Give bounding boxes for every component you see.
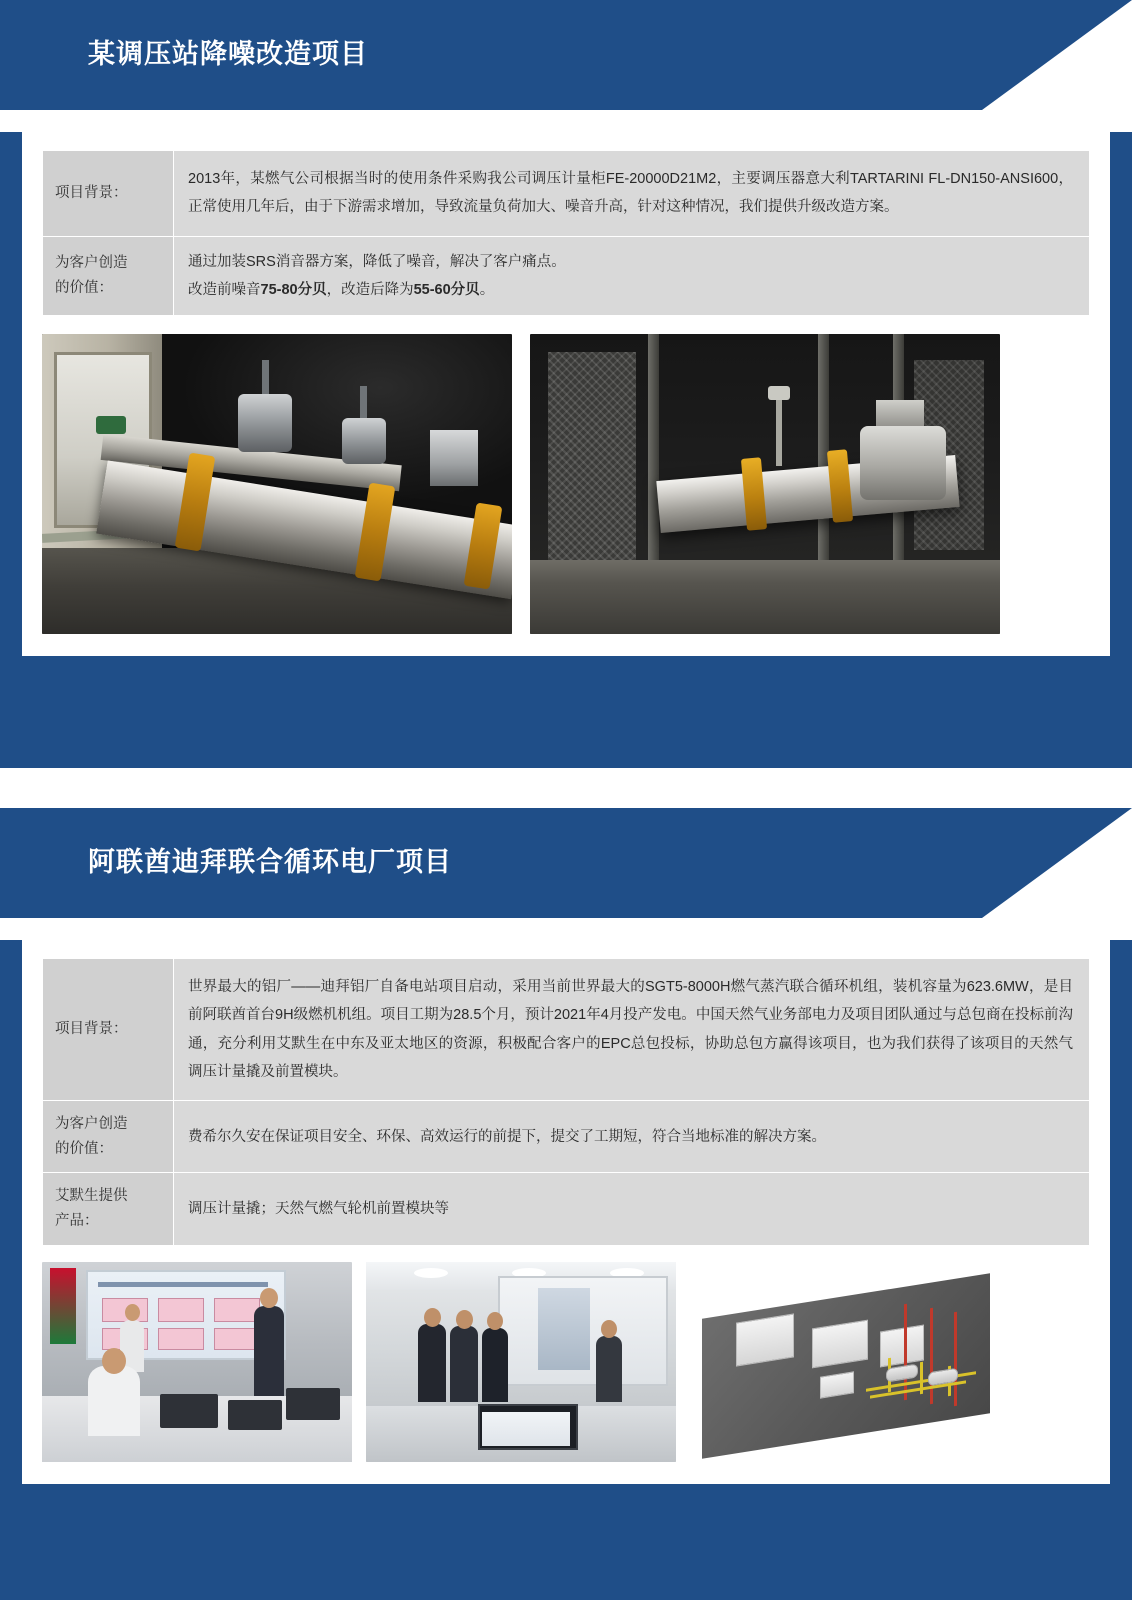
- row-value: 调压计量撬；天然气燃气轮机前置模块等: [174, 1173, 1090, 1245]
- photo-diagram-block: [158, 1298, 204, 1322]
- table-row: [43, 1173, 1090, 1245]
- row-label: 艾默生提供 产品：: [43, 1173, 174, 1245]
- content-card: [22, 132, 1110, 656]
- project-info-table: [42, 958, 1090, 1246]
- photo-actuator: [860, 426, 946, 500]
- photo-green-fixture: [96, 416, 126, 434]
- photo-person-head: [456, 1310, 473, 1329]
- value-highlight-after: 55-60分贝: [413, 281, 480, 298]
- value-text: ，改造后降为: [326, 281, 414, 298]
- model-block: [880, 1324, 924, 1367]
- model-block: [736, 1313, 794, 1366]
- model-base-deck: [702, 1273, 990, 1459]
- project-section-noise-reduction: [0, 0, 1132, 768]
- banner-corner-cut: [982, 0, 1132, 110]
- model-vent-stack: [954, 1311, 957, 1405]
- project-info-table: [42, 150, 1090, 316]
- photo-valve: [342, 418, 386, 464]
- photo-valve-stem: [360, 386, 367, 422]
- photo-person-head: [125, 1304, 140, 1321]
- table-row: [43, 236, 1090, 316]
- table-row: [43, 1101, 1090, 1173]
- content-card: [22, 940, 1110, 1484]
- row-label: 为客户创造 的价值：: [43, 1101, 174, 1173]
- table-row: [43, 959, 1090, 1101]
- photo-row: [42, 1262, 1090, 1462]
- photo-person-standing: [450, 1326, 478, 1402]
- photo-ceiling-light: [414, 1268, 448, 1278]
- photo-person-standing: [418, 1324, 446, 1402]
- photo-person-standing: [482, 1328, 508, 1402]
- photo-valve: [238, 394, 292, 452]
- photo-diagram-block: [158, 1328, 204, 1350]
- photo-laptop: [286, 1388, 340, 1420]
- photo-monitor-screen: [482, 1412, 570, 1446]
- photo-ledge: [530, 560, 1000, 634]
- photo-person-head: [487, 1312, 503, 1330]
- banner-corner-cut: [982, 808, 1132, 918]
- photo-laptop: [160, 1394, 218, 1428]
- section-divider: [0, 768, 1132, 808]
- section-banner: [0, 808, 1132, 918]
- skid-3d-model-image: [690, 1262, 1000, 1462]
- model-vent-stack: [930, 1307, 933, 1403]
- project-section-dubai-ccpp: [0, 808, 1132, 1600]
- row-label: 为客户创造 的价值：: [43, 236, 174, 316]
- photo-person-head: [260, 1288, 278, 1308]
- row-label: 项目背景：: [43, 151, 174, 237]
- photo-person-standing: [596, 1336, 622, 1402]
- row-label: 项目背景：: [43, 959, 174, 1101]
- row-value: 世界最大的铝厂——迪拜铝厂自备电站项目启动，采用当前世界最大的SGT5-8000H燃气蒸汽联合循环机组，装机容量为623.6MW，是目前阿联酋首台9H级燃机机组。项目工期为28.5个月，预计2021年4月投产发电。中国天然气业务部电力及项目团队通过与总包商在投标前沟通，充分利用艾默生在中东及亚太地区的资源，积极配合客户的EPC总包投标，协助总包方赢得该项目，也为我们获得了该项目的天然气调压计量撬及前置模块。: [174, 959, 1090, 1101]
- value-highlight-before: 75-80分贝: [260, 281, 327, 298]
- banner-white-strip: [0, 110, 1132, 132]
- row-value: 2013年，某燃气公司根据当时的使用条件采购我公司调压计量柜FE-20000D21M2，主要调压器意大利TARTARINI FL-DN150-ANSI600，正常使用几年后，由于下游需求增加，导致流量负荷加大、噪音升高，针对这种情况，我们提供升级改造方案。: [174, 151, 1090, 237]
- banner-white-strip: [0, 918, 1132, 940]
- presentation-meeting-photo: [42, 1262, 352, 1462]
- pipeline-photo: [42, 334, 512, 634]
- photo-mast-head: [768, 386, 790, 400]
- photo-acoustic-panel: [548, 352, 636, 564]
- photo-mast: [776, 396, 782, 466]
- photo-person-head: [424, 1308, 441, 1327]
- section-title: 阿联酋迪拜联合循环电厂项目: [88, 847, 452, 877]
- photo-instrument-box: [430, 430, 478, 486]
- photo-flag: [50, 1268, 76, 1344]
- conference-room-photo: [366, 1262, 676, 1462]
- value-line-1: 通过加装SRS消音器方案，降低了噪音，解决了客户痛点。: [188, 253, 566, 270]
- photo-display-content: [538, 1288, 590, 1370]
- model-block: [812, 1319, 868, 1368]
- value-line-2: [188, 276, 1073, 304]
- photo-screen-title: [98, 1282, 268, 1287]
- model-pipe-branch: [920, 1361, 923, 1393]
- photo-person-head: [102, 1348, 126, 1374]
- photo-person-seated: [88, 1366, 140, 1436]
- photo-person-head: [601, 1320, 617, 1338]
- value-text: 改造前噪音: [188, 281, 261, 298]
- photo-frame-post: [648, 334, 659, 578]
- section-banner: [0, 0, 1132, 110]
- table-row: [43, 151, 1090, 237]
- photo-person-standing: [254, 1306, 284, 1396]
- value-text: 。: [479, 281, 495, 298]
- row-value: [174, 236, 1090, 316]
- photo-row: [42, 334, 1090, 634]
- section-title: 某调压站降噪改造项目: [88, 39, 368, 69]
- row-value: 费希尔久安在保证项目安全、环保、高效运行的前提下，提交了工期短，符合当地标准的解决方案。: [174, 1101, 1090, 1173]
- photo-laptop: [228, 1400, 282, 1430]
- skid-enclosure-photo: [530, 334, 1000, 634]
